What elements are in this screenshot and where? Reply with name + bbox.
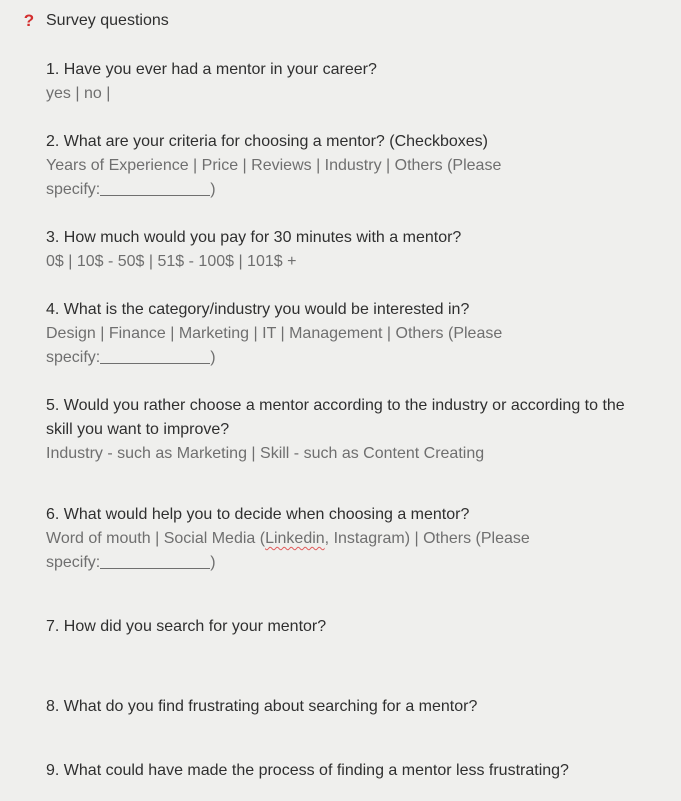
question-block-6	[46, 503, 656, 575]
specify-blank-line[interactable]	[100, 181, 210, 196]
question-5-text-line2: skill you want to improve?	[46, 421, 230, 438]
question-4-text: 4. What is the category/industry you would be interested in?	[46, 301, 470, 318]
question-block-2	[46, 130, 656, 202]
question-block-8	[46, 695, 656, 719]
question-mark-icon: ?	[23, 11, 35, 30]
options-part-2: , Instagram) | Others (Please	[324, 530, 530, 547]
question-1-text: 1. Have you ever had a mentor in your career?	[46, 61, 377, 78]
question-4-options: Design | Finance | Marketing | IT | Management | Others (Please	[46, 325, 503, 342]
question-2-specify	[46, 178, 656, 202]
survey-title: Survey questions	[46, 12, 169, 29]
specify-label: specify:	[46, 181, 101, 198]
question-8-text: 8. What do you find frustrating about searching for a mentor?	[46, 698, 478, 715]
question-7-text: 7. How did you search for your mentor?	[46, 618, 327, 635]
question-9-text: 9. What could have made the process of finding a mentor less frustrating?	[46, 762, 569, 779]
question-5-options: Industry - such as Marketing | Skill - such as Content Creating	[46, 445, 485, 462]
question-block-7	[46, 615, 656, 639]
question-block-4	[46, 298, 656, 370]
question-2-text: 2. What are your criteria for choosing a mentor? (Checkboxes)	[46, 133, 488, 150]
question-block-1	[46, 58, 656, 106]
question-2-options: Years of Experience | Price | Reviews | Industry | Others (Please	[46, 157, 502, 174]
question-1-options: yes | no |	[46, 85, 111, 102]
question-5-text-line1: 5. Would you rather choose a mentor according to the industry or according to the	[46, 397, 625, 414]
question-6-specify	[46, 551, 656, 575]
options-part-1: Word of mouth | Social Media (	[46, 530, 266, 547]
question-3-options: 0$ | 10$ - 50$ | 51$ - 100$ | 101$ +	[46, 253, 297, 270]
specify-label: specify:	[46, 554, 101, 571]
specify-close-paren: )	[210, 181, 216, 198]
question-4-specify	[46, 346, 656, 370]
question-6-options	[46, 527, 656, 551]
question-3-text: 3. How much would you pay for 30 minutes with a mentor?	[46, 229, 462, 246]
specify-label: specify:	[46, 349, 101, 366]
question-6-text: 6. What would help you to decide when choosing a mentor?	[46, 506, 470, 523]
specify-close-paren: )	[210, 554, 216, 571]
specify-blank-line[interactable]	[100, 554, 210, 569]
question-block-9	[46, 759, 656, 783]
specify-close-paren: )	[210, 349, 216, 366]
specify-blank-line[interactable]	[100, 349, 210, 364]
question-block-3	[46, 226, 656, 274]
question-block-5	[46, 394, 656, 466]
misspelled-word[interactable]: Linkedin	[265, 530, 325, 547]
survey-header	[22, 11, 169, 31]
